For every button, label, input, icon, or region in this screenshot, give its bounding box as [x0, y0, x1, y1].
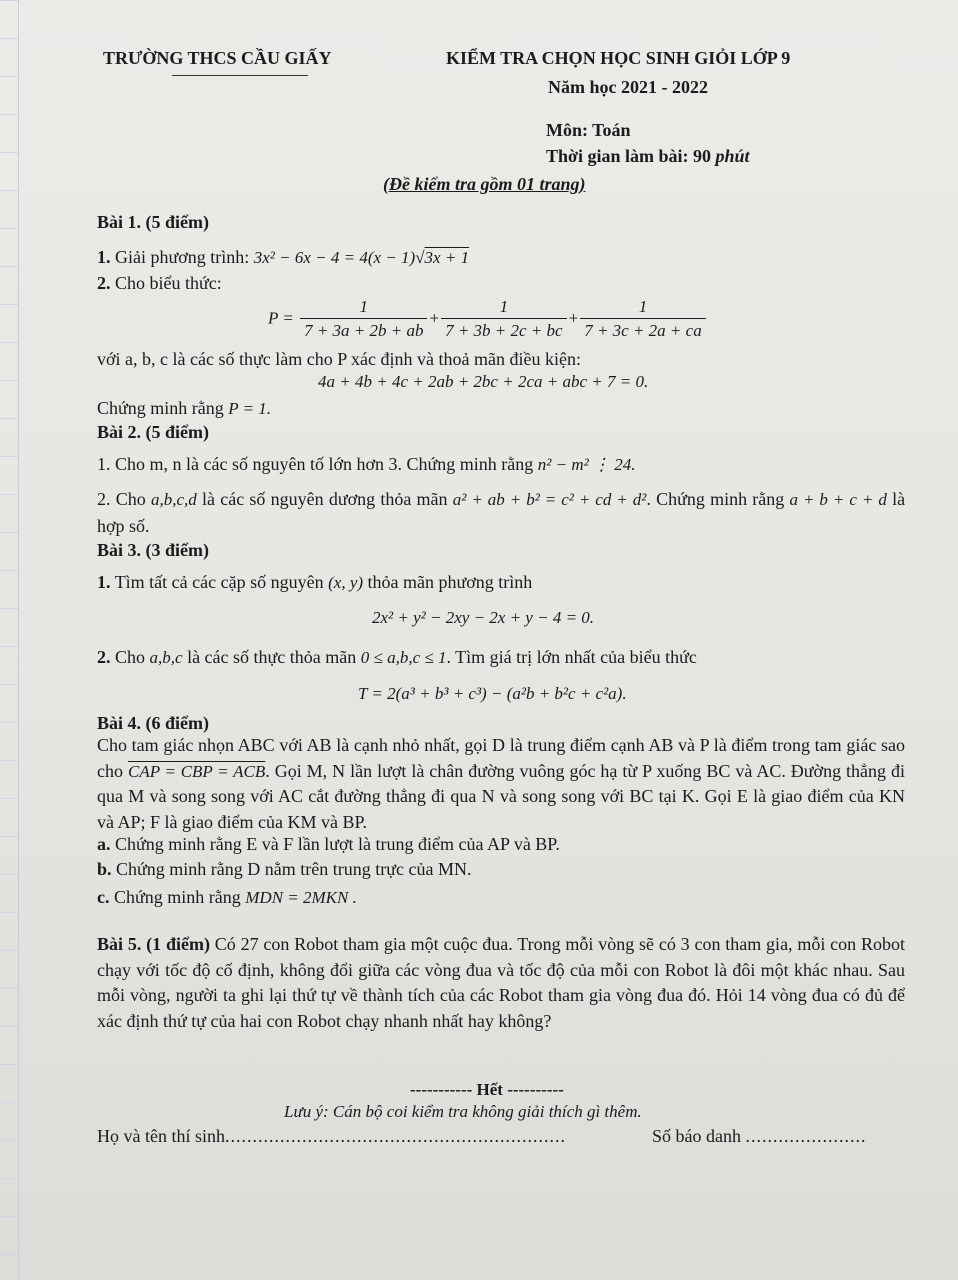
problem-1-part-1: 1. Giải phương trình: 3x² − 6x − 4 = 4(x − 1)√3x + 1	[97, 247, 470, 267]
candidate-number-line: Số báo danh ......................	[652, 1126, 867, 1146]
problem-2-part-1: 1. Cho m, n là các số nguyên tố lớn hơn 3. Chứng minh rằng n² − m² ⋮ 24.	[97, 454, 636, 474]
footer-note: Lưu ý: Cán bộ coi kiểm tra không giải thích gì thêm.	[284, 1102, 642, 1121]
problem-4-title: Bài 4. (6 điểm)	[97, 713, 209, 733]
problem-1-condition: với a, b, c là các số thực làm cho P xác định và thoả mãn điều kiện:	[97, 349, 581, 369]
duration: Thời gian làm bài: 90 phút	[546, 146, 750, 166]
notebook-edge	[0, 0, 19, 1280]
problem-4-part-c: c. Chứng minh rằng MDN = 2MKN .	[97, 887, 357, 907]
problem-1-title: Bài 1. (5 điểm)	[97, 212, 209, 232]
problem-5-statement: Bài 5. (1 điểm) Có 27 con Robot tham gia một cuộc đua. Trong mỗi vòng sẽ có 3 con tham gia, mỗi con Robot chạy với tốc độ cố định, không đổi giữa các vòng đua và tốc độ của mỗi con Robot là đôi một khác nhau. Sau mỗi vòng, người ta ghi lại thứ tự về thành tích của các Robot tham gia vòng đua đó. Hỏi 14 vòng đua có đủ để xác định thứ tự của hai con Robot chạy nhanh nhất hay không?	[97, 934, 905, 1031]
problem-2-part-2: 2. Cho a,b,c,d là các số nguyên dương thỏa mãn a² + ab + b² = c² + cd + d². Chứng minh rằng a + b + c + d là hợp số.	[97, 489, 906, 536]
problem-4-statement: Cho tam giác nhọn ABC với AB là cạnh nhỏ nhất, gọi D là trung điểm cạnh AB và P là điểm trong tam giác sao cho CAP = CBP = ACB. Gọi M, N lần lượt là chân đường vuông góc hạ từ P xuống BC và AC. Đường thẳng đi qua M và song song với AC cắt đường thẳng đi qua N và song song với BC tại K. Gọi E là giao điểm của KN và AP; F là giao điểm của KM và BP.	[97, 735, 906, 832]
school-underline	[172, 75, 308, 76]
problem-1-part-2: 2. Cho biểu thức:	[97, 273, 222, 293]
problem-3-equation: 2x² + y² − 2xy − 2x + y − 4 = 0.	[372, 608, 595, 627]
problem-3-part-1: 1. Tìm tất cả các cặp số nguyên (x, y) thỏa mãn phương trình	[97, 572, 533, 592]
problem-2-title: Bài 2. (5 điểm)	[97, 422, 209, 442]
expression-P: P = $\frac{1}{7 + 3a + 2b + ab}$ + $\frac{1}{7 + 3b + 2c + bc}$ + $\frac{1}{7 + 3c + 2a + ca}$	[268, 296, 708, 343]
problem-3-expression-T: T = 2(a³ + b³ + c³) − (a²b + b²c + c²a).	[358, 684, 627, 703]
page-note: (Đề kiểm tra gồm 01 trang)	[383, 174, 586, 194]
problem-1-prove: Chứng minh rằng P = 1.	[97, 398, 272, 418]
school-name: TRƯỜNG THCS CẦU GIẤY	[103, 48, 332, 68]
end-mark: ----------- Hết ----------	[410, 1080, 564, 1099]
school-year: Năm học 2021 - 2022	[548, 77, 708, 97]
problem-3-title: Bài 3. (3 điểm)	[97, 540, 209, 560]
problem-3-part-2: 2. Cho a,b,c là các số thực thỏa mãn 0 ≤ a,b,c ≤ 1. Tìm giá trị lớn nhất của biểu thức	[97, 647, 697, 667]
problem-4-part-a: a. Chứng minh rằng E và F lần lượt là trung điểm của AP và BP.	[97, 834, 560, 854]
exam-title: KIỂM TRA CHỌN HỌC SINH GIỎI LỚP 9	[446, 48, 791, 68]
problem-4-part-b: b. Chứng minh rằng D nằm trên trung trực của MN.	[97, 859, 472, 879]
problem-1-condition-eq: 4a + 4b + 4c + 2ab + 2bc + 2ca + abc + 7 = 0.	[318, 372, 649, 391]
candidate-name-line: Họ và tên thí sinh..............................................................	[97, 1126, 566, 1146]
subject: Môn: Toán	[546, 120, 631, 140]
